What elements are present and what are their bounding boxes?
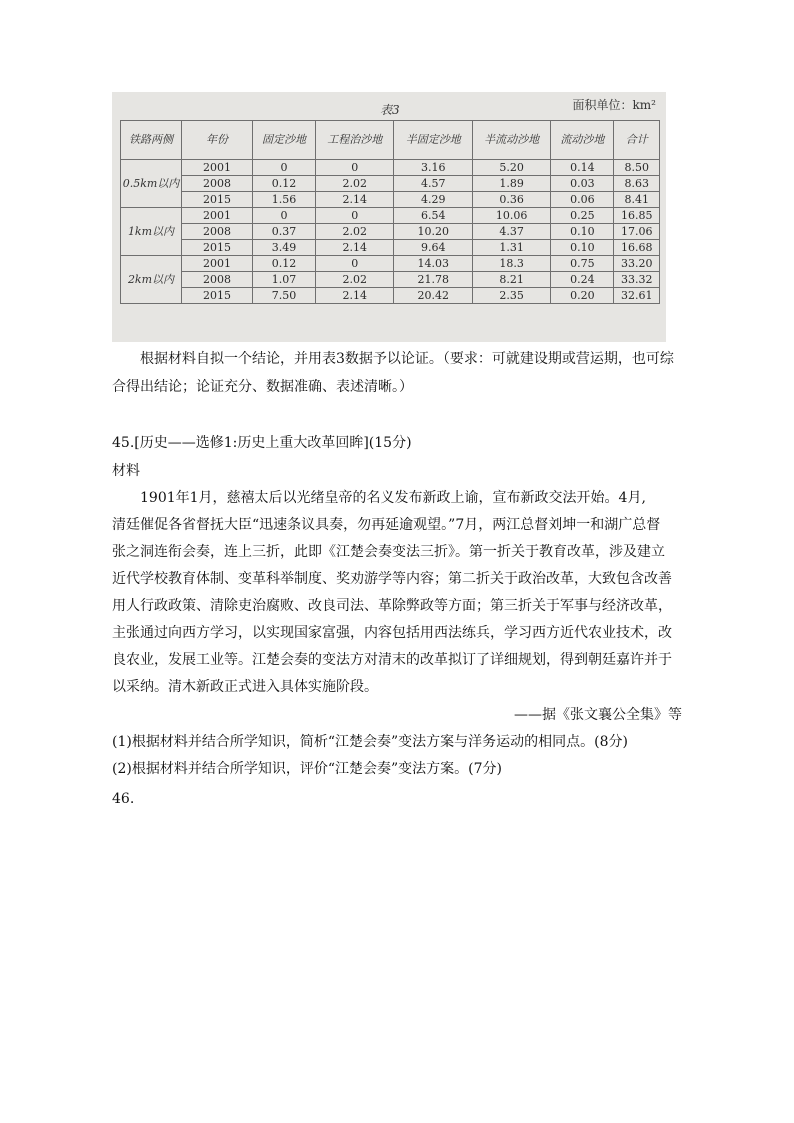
table-cell: 21.78 <box>394 272 472 288</box>
material-line: 良农业，发展工业等。江楚会奏的变法方对清末的改革拟订了详细规划，得到朝廷嘉许并于 <box>112 652 672 668</box>
q45-title: 45.[历史——选修1:历史上重大改革回眸](15分) <box>112 435 412 451</box>
table-cell: 6.54 <box>394 208 472 224</box>
table-row <box>121 224 660 240</box>
table-cell: 8.50 <box>614 160 660 176</box>
table-cell: 1.31 <box>472 240 550 256</box>
table-cell: 7.50 <box>253 288 316 304</box>
table-cell: 0.12 <box>253 176 316 192</box>
table-cell: 5.20 <box>472 160 550 176</box>
table-cell: 2.02 <box>316 272 394 288</box>
table-cell: 0.10 <box>551 224 614 240</box>
table-cell: 0 <box>253 160 316 176</box>
table-row <box>121 208 660 224</box>
table-cell: 2.14 <box>316 288 394 304</box>
table-cell: 0 <box>253 208 316 224</box>
header-cell: 工程治沙地 <box>316 121 394 160</box>
table-cell: 0.10 <box>551 240 614 256</box>
table-cell: 2008 <box>182 176 253 192</box>
table-cell: 0 <box>316 208 394 224</box>
sub-question-2: (2)根据材料并结合所学知识，评价“江楚会奏”变法方案。(7分) <box>112 761 502 777</box>
group-label-cell: 1km以内 <box>121 208 182 256</box>
header-cell: 流动沙地 <box>551 121 614 160</box>
table-cell: 2015 <box>182 240 253 256</box>
table-cell: 4.37 <box>472 224 550 240</box>
table-cell: 14.03 <box>394 256 472 272</box>
data-table <box>120 120 660 304</box>
table-cell: 17.06 <box>614 224 660 240</box>
table-cell: 8.41 <box>614 192 660 208</box>
table-cell: 2.14 <box>316 240 394 256</box>
table-cell: 2001 <box>182 160 253 176</box>
group-label-cell: 2km以内 <box>121 256 182 304</box>
table-row <box>121 272 660 288</box>
table-unit: 面积单位：km² <box>572 98 656 112</box>
table-header-row <box>121 121 660 160</box>
material-line: 以采纳。清木新政正式进入具体实施阶段。 <box>112 679 378 695</box>
header-cell: 固定沙地 <box>253 121 316 160</box>
table-cell: 4.57 <box>394 176 472 192</box>
table-cell: 2.02 <box>316 176 394 192</box>
q44-instruction-line2: 合得出结论；论证充分、数据准确、表述清晰。） <box>112 379 413 395</box>
table-cell: 0.12 <box>253 256 316 272</box>
table-caption: 表3 <box>380 103 400 117</box>
table-cell: 8.21 <box>472 272 550 288</box>
table-cell: 0.03 <box>551 176 614 192</box>
table-cell: 2001 <box>182 256 253 272</box>
table-cell: 10.20 <box>394 224 472 240</box>
table-cell: 3.16 <box>394 160 472 176</box>
header-cell: 合计 <box>614 121 660 160</box>
table-cell: 0 <box>316 256 394 272</box>
table-photo <box>112 92 666 342</box>
group-label-cell: 0.5km以内 <box>121 160 182 208</box>
table-cell: 1.89 <box>472 176 550 192</box>
table-cell: 0.25 <box>551 208 614 224</box>
table-cell: 20.42 <box>394 288 472 304</box>
table-cell: 33.20 <box>614 256 660 272</box>
header-cell: 半固定沙地 <box>394 121 472 160</box>
table-cell: 2001 <box>182 208 253 224</box>
table-cell: 2.14 <box>316 192 394 208</box>
material-line: 近代学校教育体制、变革科举制度、奖劝游学等内容；第二折关于政治改革，大致包含改善 <box>112 571 672 587</box>
material-label: 材料 <box>112 463 140 479</box>
table-cell: 2.02 <box>316 224 394 240</box>
table-cell: 8.63 <box>614 176 660 192</box>
table-cell: 2008 <box>182 272 253 288</box>
table-cell: 2.35 <box>472 288 550 304</box>
table-cell: 0.24 <box>551 272 614 288</box>
table-cell: 0.36 <box>472 192 550 208</box>
material-line: 张之洞连衔会奏，连上三折，此即《江楚会奏变法三折》。第一折关于教育改革，涉及建立 <box>112 544 665 560</box>
table-cell: 16.68 <box>614 240 660 256</box>
header-cell: 半流动沙地 <box>472 121 550 160</box>
table-cell: 3.49 <box>253 240 316 256</box>
table-cell: 16.85 <box>614 208 660 224</box>
header-cell: 年份 <box>182 121 253 160</box>
q44-instruction-line1: 根据材料自拟一个结论，并用表3数据予以论证。（要求：可就建设期或营运期，也可综 <box>140 351 674 367</box>
material-line: 清廷催促各省督抚大臣“迅速条议具奏，勿再延逾观望。”7月，两江总督刘坤一和湖广总督 <box>112 517 661 533</box>
table-cell: 1.56 <box>253 192 316 208</box>
table-cell: 2008 <box>182 224 253 240</box>
table-cell: 10.06 <box>472 208 550 224</box>
material-source: ——据《张文襄公全集》等 <box>514 707 682 723</box>
material-line: 主张通过向西方学习，以实现国家富强，内容包括用西法练兵，学习西方近代农业技术，改 <box>112 625 672 641</box>
table-row <box>121 192 660 208</box>
q46-number: 46. <box>112 791 135 807</box>
table-row <box>121 160 660 176</box>
material-line: 1901年1月，慈禧太后以光绪皇帝的名义发布新政上谕，宣布新政交法开始。4月, <box>140 490 646 506</box>
table-cell: 18.3 <box>472 256 550 272</box>
table-cell: 0.14 <box>551 160 614 176</box>
sub-question-1: (1)根据材料并结合所学知识，简析“江楚会奏”变法方案与洋务运动的相同点。(8分) <box>112 734 628 750</box>
header-cell: 铁路两侧 <box>121 121 182 160</box>
table-cell: 2015 <box>182 288 253 304</box>
table-cell: 0.75 <box>551 256 614 272</box>
table-cell: 0.20 <box>551 288 614 304</box>
table-cell: 0.37 <box>253 224 316 240</box>
table-row <box>121 176 660 192</box>
material-line: 用人行政政策、清除吏治腐败、改良司法、革除弊政等方面；第三折关于军事与经济改革， <box>112 598 672 614</box>
table-cell: 0.06 <box>551 192 614 208</box>
table-cell: 0 <box>316 160 394 176</box>
table-row <box>121 240 660 256</box>
table-cell: 1.07 <box>253 272 316 288</box>
table-cell: 32.61 <box>614 288 660 304</box>
table-row <box>121 288 660 304</box>
table-cell: 4.29 <box>394 192 472 208</box>
table-cell: 9.64 <box>394 240 472 256</box>
table-cell: 2015 <box>182 192 253 208</box>
table-row <box>121 256 660 272</box>
table-cell: 33.32 <box>614 272 660 288</box>
table-body <box>121 160 660 304</box>
